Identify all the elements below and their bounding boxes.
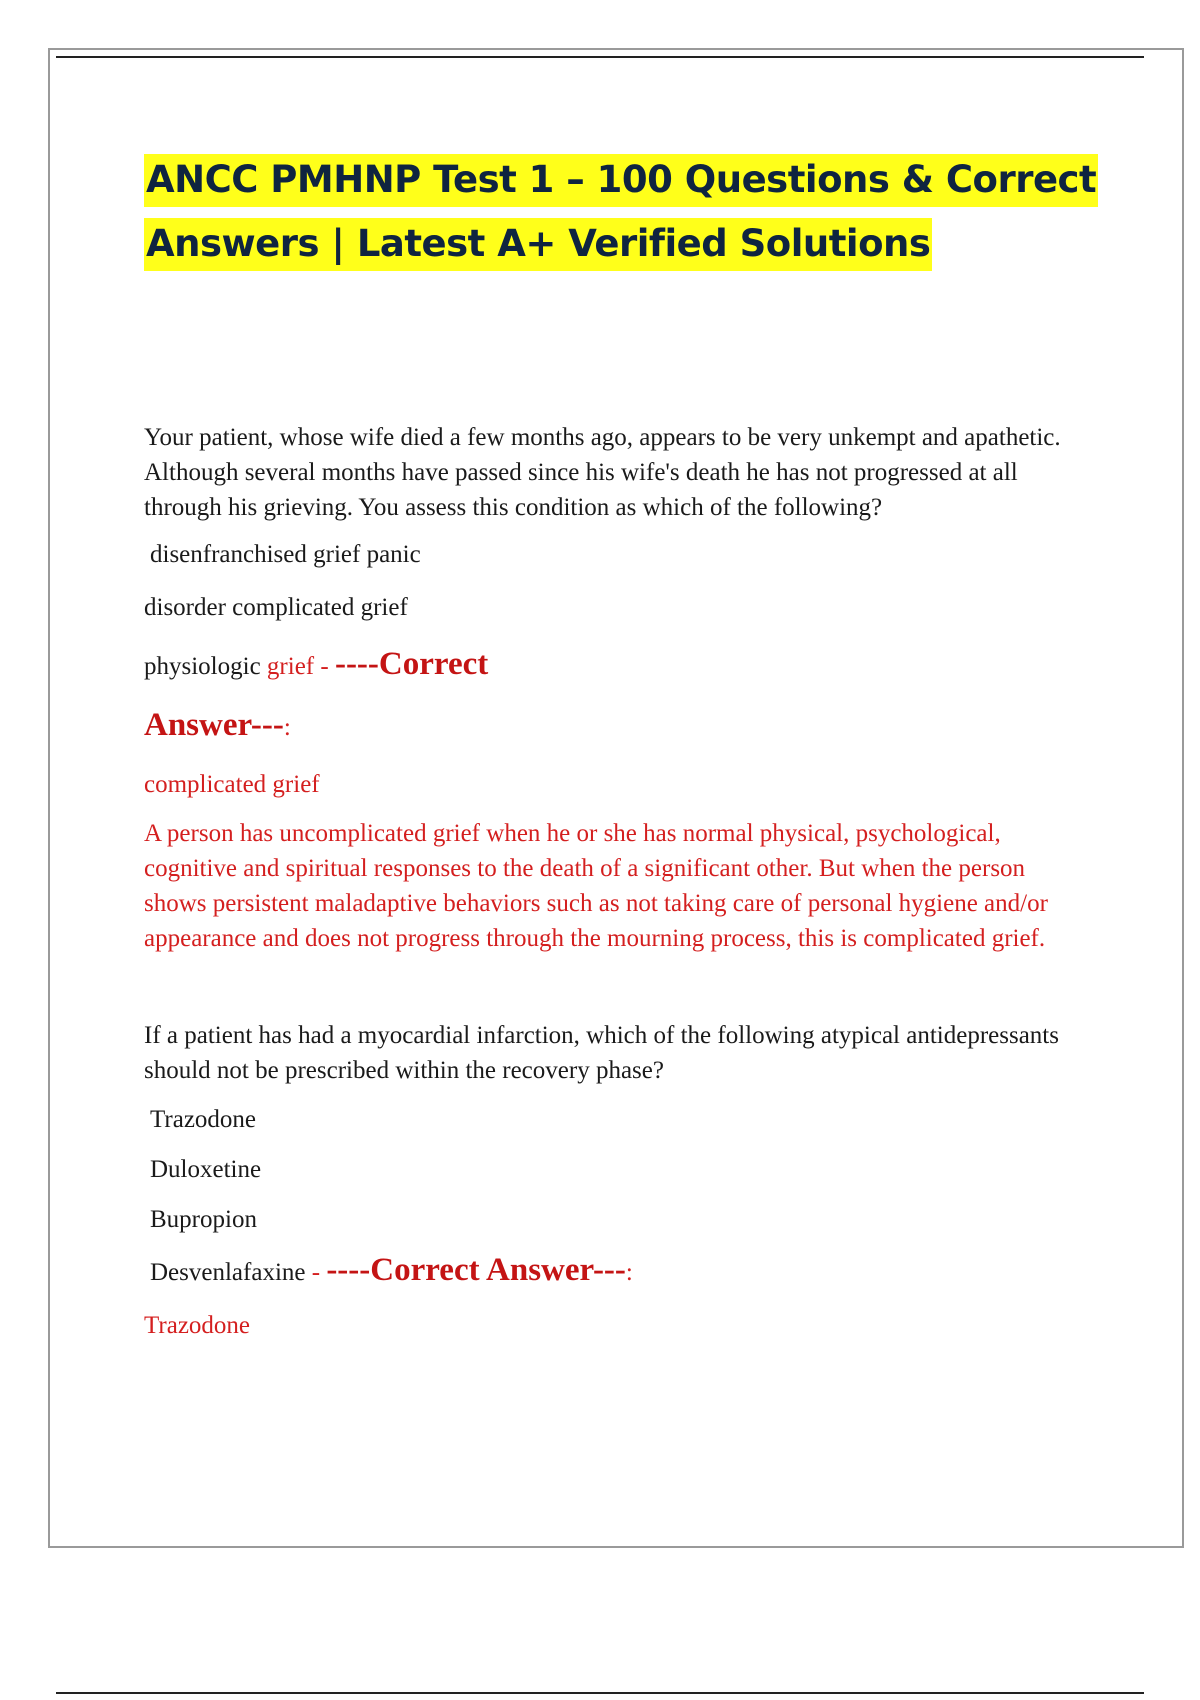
- correct-marker-part-2: Answer---: [144, 707, 284, 743]
- question-block-1: [144, 420, 1084, 956]
- option-grief-red: grief -: [266, 653, 335, 680]
- bottom-rule: [56, 1692, 1144, 1694]
- option-physiologic: physiologic: [144, 653, 267, 680]
- correct-answer-marker: ----Correct Answer---: [326, 1252, 626, 1288]
- question-2-option-2: Duloxetine: [150, 1156, 262, 1183]
- question-2-option-1: Trazodone: [150, 1106, 257, 1133]
- question-1-option-line-1: disenfranchised grief panic: [150, 541, 421, 568]
- correct-marker-part-1: ----Correct: [334, 646, 489, 682]
- question-1-answer: complicated grief: [144, 771, 320, 798]
- title-line-2: Answers | Latest A+ Verified Solutions: [144, 218, 932, 271]
- document-title: [144, 148, 1104, 276]
- question-2-option-3: Bupropion: [150, 1206, 257, 1233]
- question-1-text: Your patient, whose wife died a few months ago, appears to be very unkempt and apathetic. Although several months have passed since his wife's death he has not progressed at all through his grieving. You assess this condition as which of the following?: [144, 424, 1061, 521]
- marker-colon-2: :: [625, 1259, 633, 1286]
- title-line-1: ANCC PMHNP Test 1 – 100 Questions & Correct: [144, 154, 1098, 207]
- question-1-option-line-2: disorder complicated grief: [144, 594, 408, 621]
- marker-colon: :: [283, 714, 291, 741]
- question-block-2: [144, 1018, 1084, 1343]
- question-1-answer-marker: [144, 708, 1084, 745]
- top-rule: [56, 56, 1144, 58]
- question-1-option-line-3: [144, 647, 1084, 684]
- option-dash: -: [305, 1259, 327, 1286]
- document-content: [144, 420, 1084, 1343]
- option-desvenlafaxine: Desvenlafaxine: [150, 1259, 306, 1286]
- question-2-answer: Trazodone: [144, 1312, 251, 1339]
- question-1-explanation: A person has uncomplicated grief when he or she has normal physical, psychological, cognitive and spiritual responses to the death of a significant other. But when the person shows persistent maladaptive behaviors such as not taking care of personal hygiene and/or appearance and does not progress through the mourning process, this is complicated grief.: [144, 820, 1048, 952]
- question-2-text: If a patient has had a myocardial infarction, which of the following atypical antidepressants should not be prescribed within the recovery phase?: [144, 1022, 1059, 1084]
- question-2-last-option: [144, 1253, 1084, 1290]
